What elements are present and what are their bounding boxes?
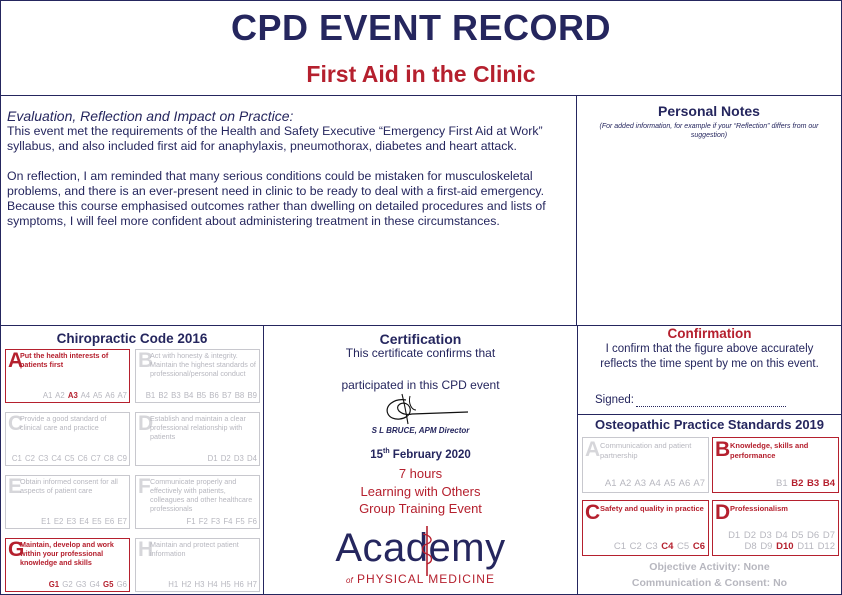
chiro-standard-h bbox=[135, 538, 260, 592]
standard-code-d10: D10 bbox=[776, 541, 794, 552]
standard-description: Professionalism bbox=[730, 504, 788, 513]
signed-label: Signed: bbox=[595, 394, 635, 406]
standard-code-b1: B1 bbox=[145, 391, 156, 400]
standard-letter: B bbox=[715, 438, 731, 461]
standard-code-c3: C3 bbox=[645, 541, 658, 552]
standard-code-b8: B8 bbox=[234, 391, 245, 400]
standard-code-c5: C5 bbox=[64, 454, 75, 463]
standard-code-g5: G5 bbox=[103, 580, 114, 589]
standard-letter: B bbox=[138, 349, 154, 372]
confirmation-section bbox=[578, 326, 841, 414]
standard-letter: A bbox=[8, 349, 24, 372]
academy-logo-subtitle bbox=[264, 572, 577, 586]
standard-code-d4: D4 bbox=[247, 454, 257, 463]
standard-code-e3: E3 bbox=[66, 517, 77, 526]
standard-description: Communication and patient partnership bbox=[600, 441, 692, 460]
standard-code-h4: H4 bbox=[207, 580, 218, 589]
standard-code-d3: D3 bbox=[759, 530, 772, 541]
standard-code-c7: C7 bbox=[90, 454, 101, 463]
signature-field[interactable] bbox=[636, 406, 786, 407]
event-date bbox=[264, 448, 577, 461]
standard-letter: A bbox=[585, 438, 601, 461]
personal-notes-section[interactable] bbox=[577, 96, 841, 326]
event-format: Group Training Event bbox=[359, 501, 482, 516]
osteo-standard-c bbox=[582, 500, 709, 556]
standard-code-a5: A5 bbox=[92, 391, 103, 400]
standard-code-c4: C4 bbox=[51, 454, 62, 463]
chiro-standard-e bbox=[5, 475, 130, 529]
evaluation-section bbox=[1, 96, 577, 326]
standard-description: Knowledge, skills and performance bbox=[730, 441, 809, 460]
director-name: S L BRUCE, APM Director bbox=[371, 426, 470, 435]
standard-code-b4: B4 bbox=[822, 478, 835, 489]
standard-code-a7: A7 bbox=[693, 478, 705, 489]
event-hours: 7 hours bbox=[398, 466, 443, 481]
standard-code-f5: F5 bbox=[235, 517, 245, 526]
standard-code-e6: E6 bbox=[104, 517, 115, 526]
standard-code-c8: C8 bbox=[103, 454, 114, 463]
director-signature bbox=[372, 392, 482, 426]
standard-code-g1: G1 bbox=[48, 580, 60, 589]
standard-code-d8: D8 bbox=[744, 541, 757, 552]
standard-codes bbox=[168, 580, 257, 589]
standard-code-c4: C4 bbox=[661, 541, 674, 552]
standard-description: Obtain informed consent for all aspects of patient care bbox=[20, 477, 118, 495]
standard-code-e2: E2 bbox=[53, 517, 64, 526]
standard-codes bbox=[43, 391, 127, 400]
communication-consent: Communication & Consent: No bbox=[631, 577, 788, 589]
academy-logo-of: of bbox=[346, 576, 353, 585]
standard-codes bbox=[49, 580, 127, 589]
standard-description: Put the health interests of patients first bbox=[20, 351, 109, 369]
standard-code-c5: C5 bbox=[677, 541, 690, 552]
standard-codes bbox=[614, 541, 705, 552]
standard-code-b2: B2 bbox=[791, 478, 804, 489]
standard-code-h6: H6 bbox=[233, 580, 244, 589]
standard-codes bbox=[146, 391, 257, 400]
standard-letter: H bbox=[138, 538, 154, 561]
standard-code-e4: E4 bbox=[79, 517, 89, 526]
standard-codes bbox=[41, 517, 127, 526]
standard-code-h5: H5 bbox=[220, 580, 231, 589]
academy-logo-word: Academy bbox=[335, 526, 506, 570]
chiropractic-code-section bbox=[1, 326, 264, 595]
osteopathic-standards-section bbox=[577, 414, 841, 595]
standard-codes bbox=[186, 517, 257, 526]
standard-code-d6: D6 bbox=[807, 530, 820, 541]
header bbox=[1, 1, 841, 96]
standard-letter: D bbox=[715, 501, 731, 524]
personal-notes-heading: Personal Notes bbox=[658, 103, 760, 119]
certification-line-2: participated in this CPD event bbox=[341, 378, 500, 392]
standard-code-a6: A6 bbox=[105, 391, 115, 400]
standard-code-d11: D11 bbox=[797, 541, 814, 552]
event-date-suffix: th bbox=[383, 448, 390, 455]
standard-code-d2: D2 bbox=[220, 454, 231, 463]
standard-code-b5: B5 bbox=[196, 391, 207, 400]
standard-code-c6: C6 bbox=[77, 454, 88, 463]
standard-letter: C bbox=[585, 501, 601, 524]
standard-code-a1: A1 bbox=[42, 391, 53, 400]
osteo-standard-a bbox=[582, 437, 709, 493]
standard-codes bbox=[208, 454, 257, 463]
standard-description: Act with honesty & integrity. Maintain the highest standards of professional/personal conduct bbox=[150, 351, 256, 378]
rod-of-asclepius-icon bbox=[419, 524, 435, 578]
standard-code-d7: D7 bbox=[822, 530, 835, 541]
standard-description: Communicate properly and effectively with patients, colleagues and other healthcare professionals bbox=[150, 477, 253, 513]
certification-section bbox=[264, 326, 578, 595]
standard-code-a7: A7 bbox=[117, 391, 127, 400]
certification-heading: Certification bbox=[379, 331, 462, 347]
standard-code-d9: D9 bbox=[760, 541, 773, 552]
standard-code-e1: E1 bbox=[41, 517, 51, 526]
standard-code-g2: G2 bbox=[62, 580, 73, 589]
standard-letter: F bbox=[138, 475, 151, 498]
chiropractic-heading: Chiropractic Code 2016 bbox=[56, 331, 208, 346]
osteo-standard-d bbox=[712, 500, 839, 556]
standard-code-a6: A6 bbox=[678, 478, 691, 489]
confirmation-heading: Confirmation bbox=[667, 326, 752, 341]
standard-code-d4: D4 bbox=[775, 530, 788, 541]
standard-code-g6: G6 bbox=[116, 580, 127, 589]
standard-code-a3: A3 bbox=[634, 478, 646, 489]
page-title: CPD EVENT RECORD bbox=[230, 7, 612, 48]
standard-code-b3: B3 bbox=[807, 478, 820, 489]
osteopathic-heading: Osteopathic Practice Standards 2019 bbox=[594, 417, 825, 432]
standard-code-c6: C6 bbox=[692, 541, 705, 552]
standard-code-e5: E5 bbox=[92, 517, 102, 526]
standard-code-f1: F1 bbox=[186, 517, 196, 526]
confirmation-text: I confirm that the figure above accurately reflects the time spent by me on this event. bbox=[600, 343, 819, 370]
standard-description: Safety and quality in practice bbox=[600, 504, 704, 513]
standard-code-d12: D12 bbox=[817, 541, 835, 552]
chiro-standard-f bbox=[135, 475, 260, 529]
standard-description: Establish and maintain a clear professional relationship with patients bbox=[150, 414, 246, 441]
personal-notes-subheading: (For added information, for example if your “Reflection” differs from our suggestion) bbox=[599, 123, 819, 139]
standard-code-a4: A4 bbox=[80, 391, 91, 400]
academy-logo-physical-medicine: PHYSICAL MEDICINE bbox=[352, 572, 495, 586]
standard-code-h2: H2 bbox=[181, 580, 192, 589]
standard-code-c2: C2 bbox=[25, 454, 36, 463]
standard-code-b2: B2 bbox=[158, 391, 168, 400]
chiro-standard-a bbox=[5, 349, 130, 403]
standard-code-e7: E7 bbox=[117, 517, 127, 526]
standard-code-d5: D5 bbox=[791, 530, 804, 541]
standard-letter: E bbox=[8, 475, 23, 498]
chiro-standard-b bbox=[135, 349, 260, 403]
event-title: First Aid in the Clinic bbox=[306, 61, 536, 87]
standard-code-c9: C9 bbox=[117, 454, 127, 463]
standard-code-h7: H7 bbox=[247, 580, 257, 589]
certification-line-1: This certificate confirms that bbox=[345, 346, 496, 360]
standard-code-d1: D1 bbox=[207, 454, 218, 463]
standard-letter: G bbox=[8, 538, 25, 561]
standard-code-f2: F2 bbox=[198, 517, 208, 526]
standard-code-a1: A1 bbox=[604, 478, 617, 489]
standard-code-f6: F6 bbox=[247, 517, 257, 526]
standard-description: Provide a good standard of clinical care and practice bbox=[20, 414, 107, 432]
standard-code-a2: A2 bbox=[619, 478, 632, 489]
standard-code-d1: D1 bbox=[728, 530, 741, 541]
standard-description: Maintain and protect patient information bbox=[150, 540, 239, 558]
standard-code-h1: H1 bbox=[168, 580, 179, 589]
objective-activity: Objective Activity: None bbox=[649, 561, 770, 573]
standard-code-f4: F4 bbox=[223, 517, 233, 526]
standard-code-h3: H3 bbox=[194, 580, 205, 589]
event-date-day: 15 bbox=[370, 448, 383, 461]
standard-code-f3: F3 bbox=[211, 517, 221, 526]
standard-code-d3: D3 bbox=[233, 454, 244, 463]
osteo-standard-b bbox=[712, 437, 839, 493]
standard-code-a2: A2 bbox=[55, 391, 65, 400]
standard-code-a5: A5 bbox=[663, 478, 676, 489]
standard-codes bbox=[605, 478, 705, 489]
standard-code-c2: C2 bbox=[629, 541, 642, 552]
standard-codes bbox=[12, 454, 127, 463]
standard-letter: C bbox=[8, 412, 24, 435]
chiro-standard-d bbox=[135, 412, 260, 466]
evaluation-paragraph-1: This event met the requirements of the Health and Safety Executive “Emergency First Aid at Work” syllabus, and also included first aid for anaphylaxis, pneumothorax, diabetes and heart attack. bbox=[7, 124, 543, 153]
standard-code-d2: D2 bbox=[743, 530, 757, 541]
event-date-month-year: February 2020 bbox=[389, 448, 471, 461]
standard-code-b3: B3 bbox=[171, 391, 181, 400]
standard-code-b7: B7 bbox=[222, 391, 232, 400]
standard-code-b9: B9 bbox=[247, 391, 257, 400]
standard-code-a4: A4 bbox=[649, 478, 661, 489]
standard-code-g3: G3 bbox=[75, 580, 87, 589]
standard-code-b6: B6 bbox=[209, 391, 219, 400]
evaluation-paragraph-2: On reflection, I am reminded that many serious conditions could be mistaken for musculoskeletal problems, and there is an ever-present need in clinic to be ready to deal with a first-aid emergency. Because this course emphasised outcomes rather than dwelling on detailed procedures and lists of symptoms, I will feel more confident about administering treatment in these circumstances. bbox=[7, 169, 546, 228]
evaluation-heading: Evaluation, Reflection and Impact on Practice: bbox=[7, 108, 294, 124]
event-type: Learning with Others bbox=[360, 484, 481, 499]
standard-code-c1: C1 bbox=[613, 541, 627, 552]
standard-codes bbox=[776, 478, 835, 489]
standard-letter: D bbox=[138, 412, 154, 435]
standard-description: Maintain, develop and work within your professional knowledge and skills bbox=[20, 540, 114, 567]
standard-code-c1: C1 bbox=[11, 454, 22, 463]
standard-codes bbox=[713, 530, 835, 552]
standard-code-a3: A3 bbox=[67, 391, 78, 400]
standard-code-c3: C3 bbox=[38, 454, 49, 463]
chiro-standard-c bbox=[5, 412, 130, 466]
standard-code-b1: B1 bbox=[775, 478, 788, 489]
chiro-standard-g bbox=[5, 538, 130, 592]
standard-code-g4: G4 bbox=[89, 580, 100, 589]
standard-code-b4: B4 bbox=[183, 391, 194, 400]
